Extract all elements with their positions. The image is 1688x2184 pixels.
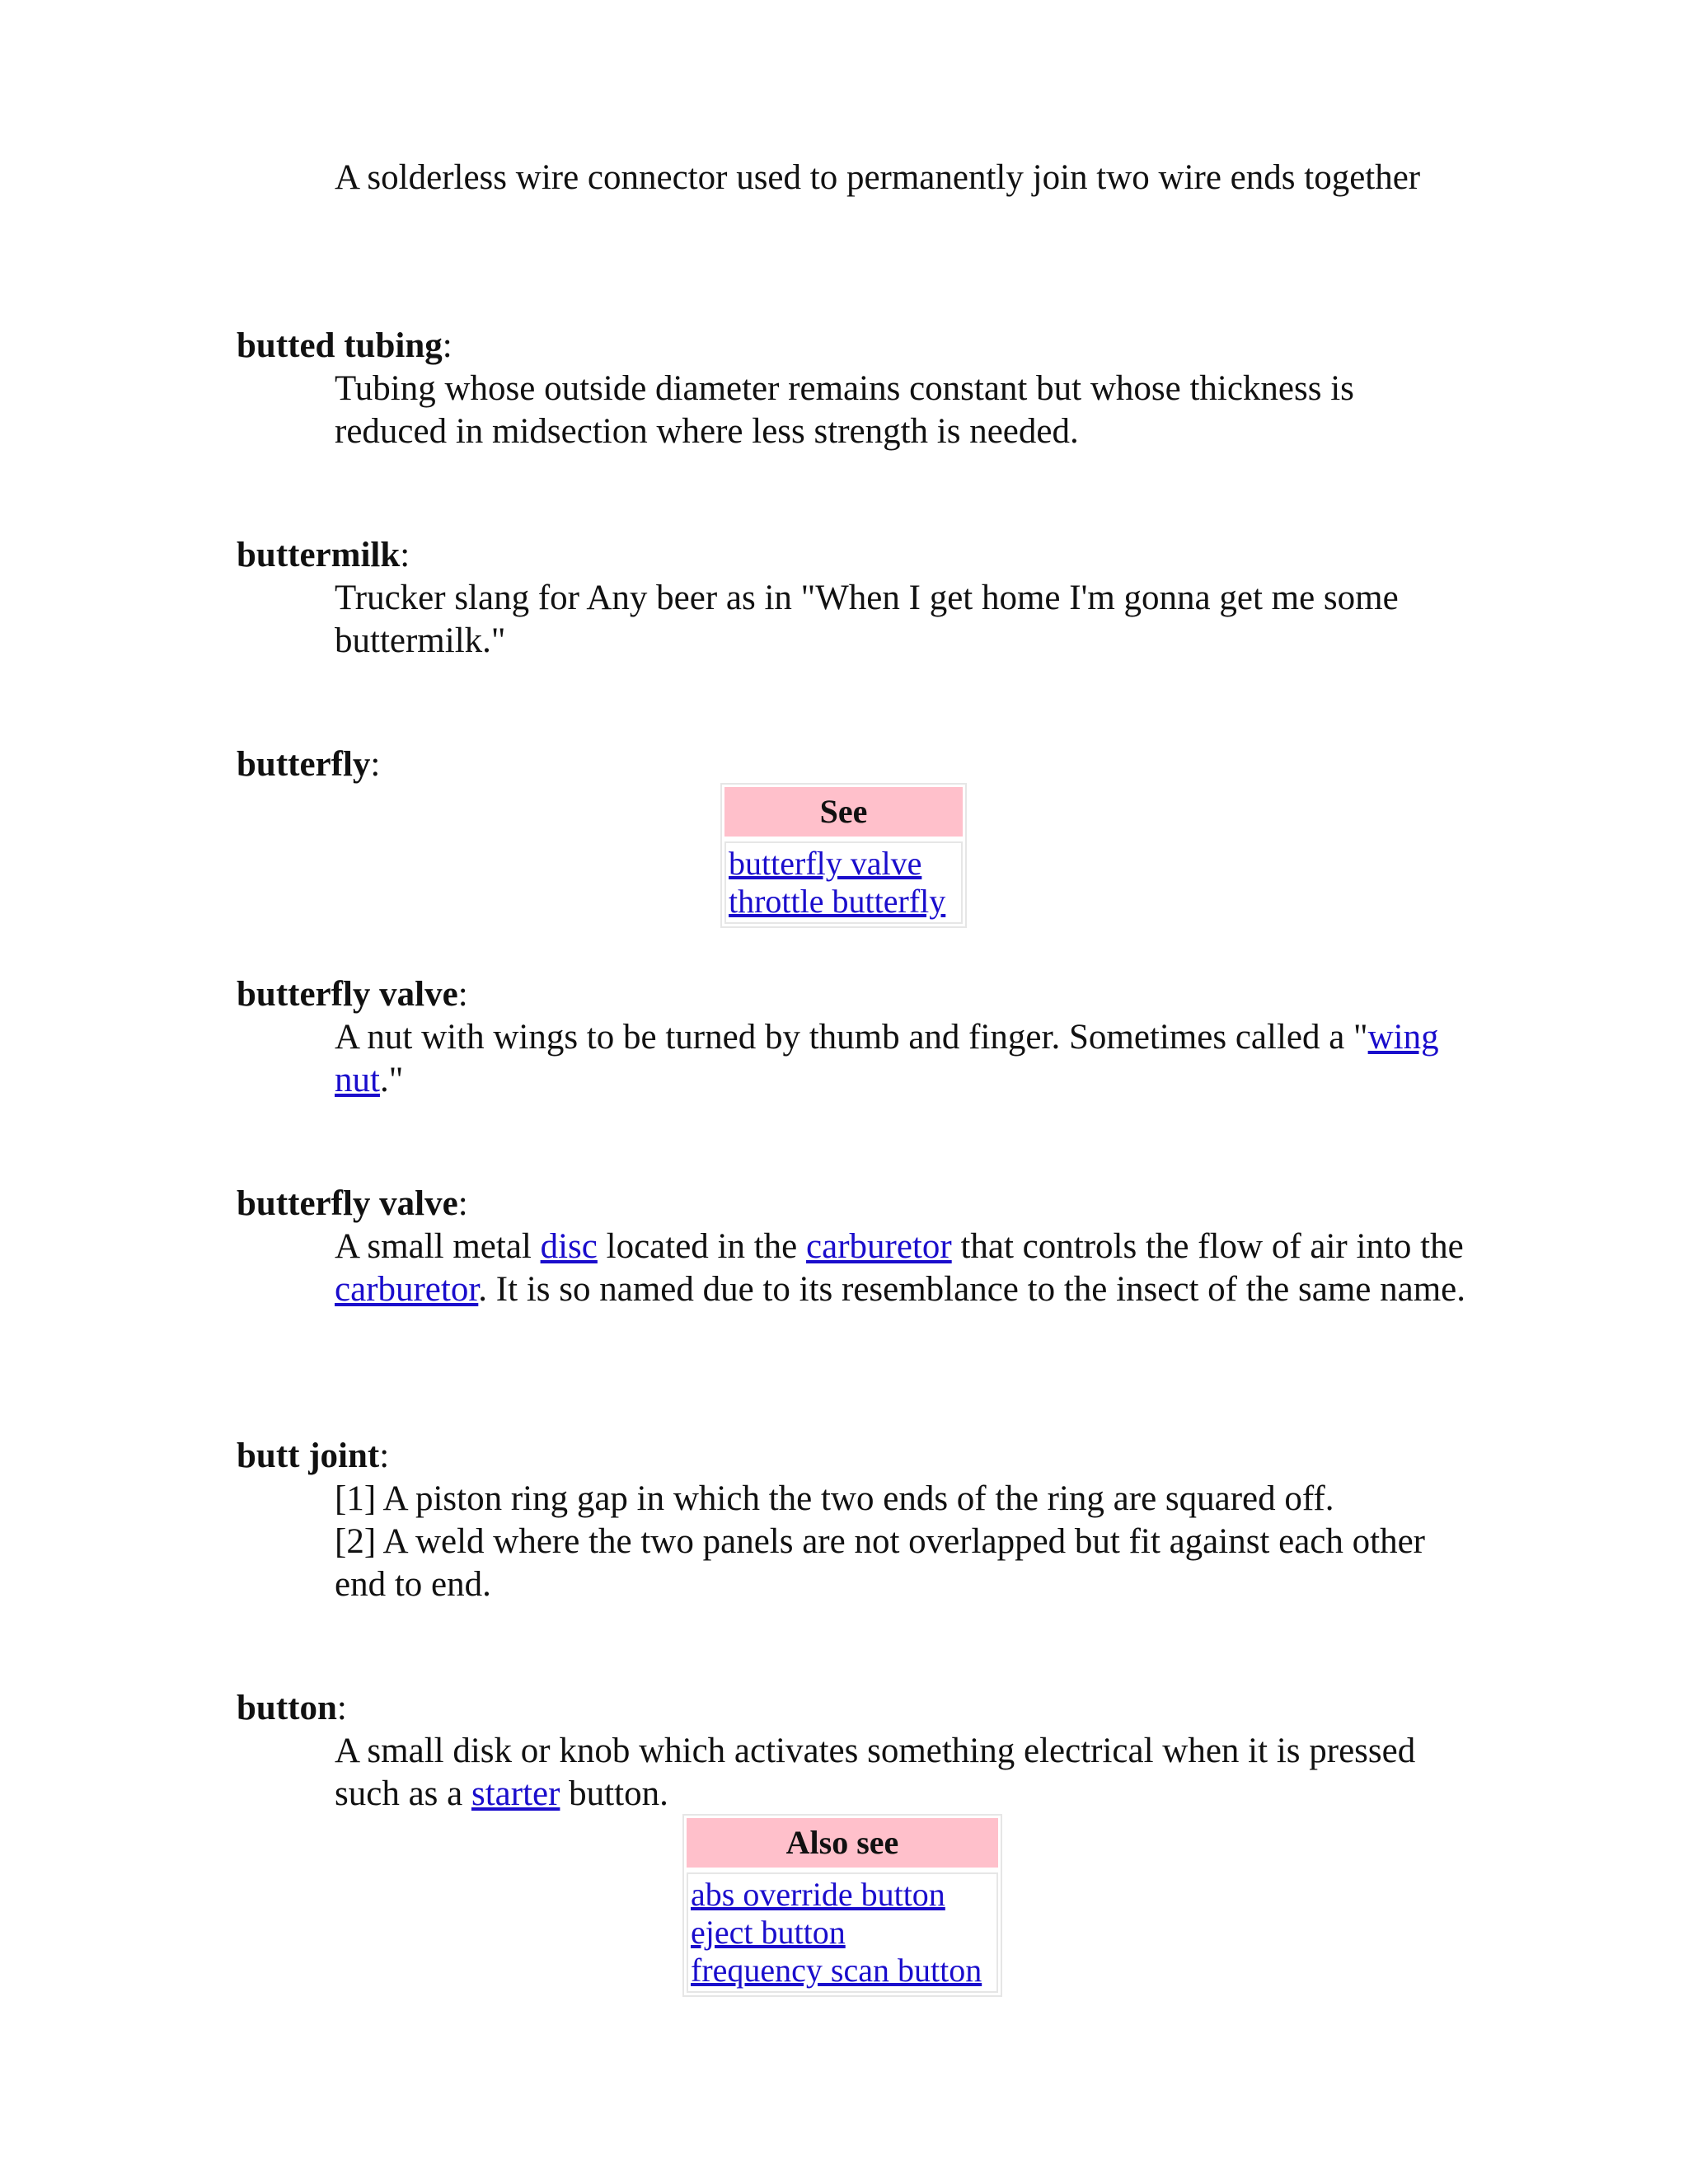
- link-disc[interactable]: disc: [540, 1227, 598, 1266]
- link-eject-button[interactable]: eject button: [691, 1914, 846, 1951]
- link-abs-override-button[interactable]: abs override button: [691, 1876, 945, 1913]
- entry-butted-tubing: [237, 325, 1473, 453]
- term-colon: :: [457, 975, 468, 1014]
- definition-text: [335, 1730, 1473, 1816]
- also-see-box-links: [687, 1872, 998, 1993]
- also-see-box-header: Also see: [687, 1818, 998, 1868]
- term-line: [237, 1687, 1473, 1730]
- term-colon: :: [370, 745, 381, 784]
- term: butterfly valve: [237, 1184, 458, 1223]
- also-see-box-button: [682, 1814, 1002, 1997]
- term-line: [237, 534, 1473, 577]
- definition: [237, 1478, 1473, 1606]
- definition-line-2: [2] A weld where the two panels are not overlapped but fit against each other end to end.: [335, 1522, 1425, 1604]
- term-line: [237, 325, 1473, 368]
- term-line: [237, 1183, 1473, 1226]
- term-colon: :: [400, 536, 410, 574]
- definition-text: [335, 1016, 1473, 1102]
- definition-text-part: button.: [560, 1774, 668, 1813]
- definition-text-part: A small metal: [335, 1227, 541, 1266]
- term: button: [237, 1689, 337, 1727]
- link-wing-nut[interactable]: wing nut: [335, 1018, 1439, 1099]
- entry-butterfly-valve-1: [237, 973, 1473, 1102]
- term-colon: :: [442, 326, 452, 365]
- definition-text-part: located in the: [597, 1227, 807, 1266]
- definition-text-part: that controls the flow of air into the: [951, 1227, 1464, 1266]
- definition-text-part: .": [379, 1061, 404, 1099]
- definition: [237, 1730, 1473, 1816]
- definition: [237, 1016, 1473, 1102]
- definition-text: [335, 1226, 1473, 1311]
- link-starter[interactable]: starter: [471, 1774, 560, 1813]
- link-throttle-butterfly[interactable]: throttle butterfly: [729, 883, 946, 920]
- definition: [237, 1226, 1473, 1311]
- link-carburetor[interactable]: carburetor: [806, 1227, 952, 1266]
- link-frequency-scan-button[interactable]: frequency scan button: [691, 1952, 982, 1989]
- see-box-header: See: [724, 787, 963, 837]
- term-colon: :: [457, 1184, 468, 1223]
- entry-wire-connector: [237, 157, 1473, 199]
- definition: [237, 157, 1473, 199]
- term-line: [237, 973, 1473, 1016]
- entry-buttermilk: [237, 534, 1473, 663]
- definition-text-part: A small disk or knob which activates something electrical when it is pressed such as a: [335, 1732, 1416, 1813]
- link-carburetor[interactable]: carburetor: [335, 1270, 479, 1309]
- definition-text: Trucker slang for Any beer as in "When I get home I'm gonna get me some buttermilk.": [335, 579, 1399, 660]
- term-colon: :: [379, 1436, 390, 1475]
- definition-text-part: A nut with wings to be turned by thumb and finger. Sometimes called a ": [335, 1018, 1368, 1057]
- entry-butterfly: [237, 743, 1473, 786]
- term: butted tubing: [237, 326, 443, 365]
- term: buttermilk: [237, 536, 401, 574]
- definition-text: Tubing whose outside diameter remains constant but whose thickness is reduced in midsection where less strength is needed.: [335, 369, 1354, 451]
- entry-button: [237, 1687, 1473, 1816]
- definition-text-part: . It is so named due to its resemblance to the insect of the same name.: [478, 1270, 1465, 1309]
- see-box-butterfly: [720, 783, 967, 928]
- term: butterfly: [237, 745, 371, 784]
- entry-butterfly-valve-2: [237, 1183, 1473, 1311]
- term: butt joint: [237, 1436, 380, 1475]
- definition: [237, 368, 1473, 453]
- entry-butt-joint: [237, 1435, 1473, 1606]
- definition: [237, 577, 1473, 663]
- term-line: [237, 743, 1473, 786]
- term-line: [237, 1435, 1473, 1478]
- see-box-links: [724, 841, 963, 924]
- link-butterfly-valve[interactable]: butterfly valve: [729, 845, 922, 882]
- term: butterfly valve: [237, 975, 458, 1014]
- definition-text: A solderless wire connector used to permanently join two wire ends together: [335, 158, 1421, 197]
- definition-line-1: [1] A piston ring gap in which the two ends of the ring are squared off.: [335, 1479, 1334, 1518]
- term-colon: :: [336, 1689, 347, 1727]
